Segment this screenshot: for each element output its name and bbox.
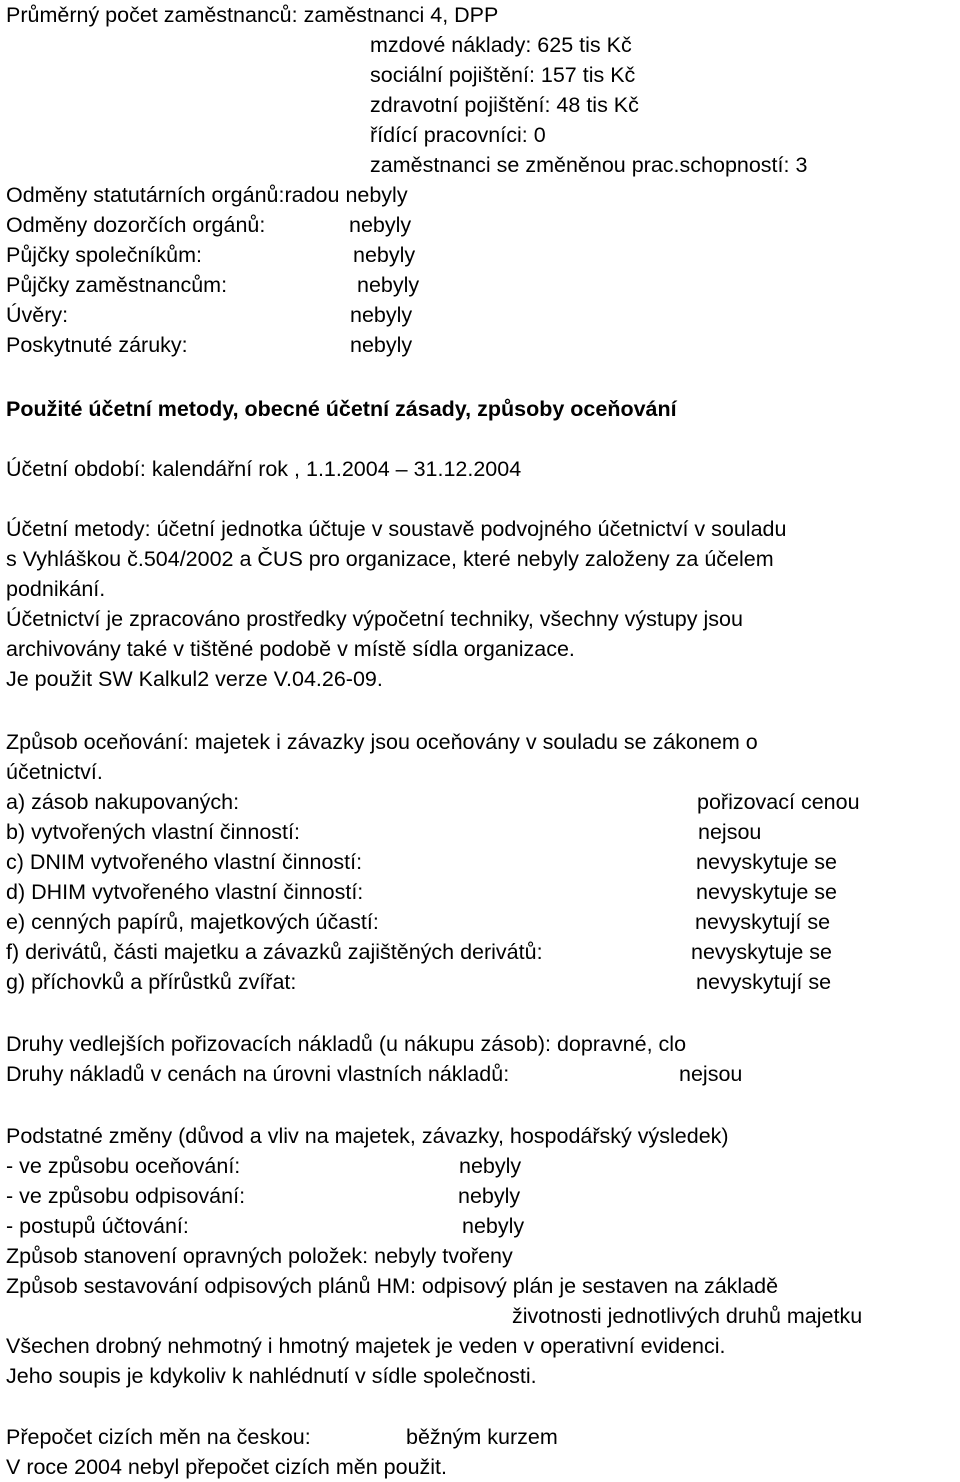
item-value: nebyly: [357, 273, 420, 297]
item-label: Odměny dozorčích orgánů:: [6, 213, 266, 237]
item-row: [6, 300, 906, 330]
section-heading: Použité účetní metody, obecné účetní zásady, způsoby oceňování: [6, 397, 677, 421]
currency-note: V roce 2004 nebyl přepočet cizích měn použit.: [6, 1455, 448, 1479]
currency-value: běžným kurzem: [406, 1425, 558, 1449]
valuation-intro: účetnictví.: [6, 760, 103, 784]
changes-label: - ve způsobu odpisování:: [6, 1184, 246, 1208]
corrections-value: nebyly tvořeny: [374, 1244, 513, 1268]
valuation-label: g) příchovků a přírůstků zvířat:: [6, 970, 297, 994]
valuation-value: nejsou: [698, 820, 762, 844]
own-costs-label: Druhy nákladů v cenách na úrovni vlastních nákladů:: [6, 1062, 510, 1086]
changes-value: nebyly: [459, 1154, 522, 1178]
valuation-label: b) vytvořených vlastní činností:: [6, 820, 300, 844]
methods-line: Účetnictví je zpracováno prostředky výpočetní techniky, všechny výstupy jsou: [6, 607, 743, 631]
item-row: [6, 180, 408, 210]
valuation-value: nevyskytuje se: [691, 940, 833, 964]
wage-costs: mzdové náklady: 625 tis Kč: [370, 33, 632, 57]
staff-label: Průměrný počet zaměstnanců:: [6, 3, 298, 27]
valuation-value: nevyskytují se: [695, 910, 831, 934]
changes-value: nebyly: [462, 1214, 525, 1238]
small-assets-line: Všechen drobný nehmotný i hmotný majetek je veden v operativní evidenci.: [6, 1334, 726, 1358]
methods-line: Je použit SW Kalkul2 verze V.04.26-09.: [6, 667, 383, 691]
staff-value: zaměstnanci 4, DPP: [303, 3, 499, 27]
own-costs-value: nejsou: [679, 1062, 743, 1086]
social-insurance: sociální pojištění: 157 tis Kč: [370, 63, 636, 87]
currency-label: Přepočet cizích měn na českou:: [6, 1425, 311, 1449]
methods-line: s Vyhláškou č.504/2002 a ČUS pro organizace, které nebyly založeny za účelem: [6, 547, 774, 571]
managers: řídící pracovníci: 0: [370, 123, 546, 147]
item-row: [6, 270, 906, 300]
accounting-period: Účetní období: kalendářní rok , 1.1.2004 – 31.12.2004: [6, 457, 522, 481]
item-value: nebyly: [350, 333, 413, 357]
valuation-value: pořizovací cenou: [697, 790, 860, 814]
corrections-line: [6, 1241, 513, 1271]
valuation-intro: Způsob oceňování: majetek i závazky jsou oceňovány v souladu se zákonem o: [6, 730, 758, 754]
item-label: Úvěry:: [6, 303, 69, 327]
secondary-costs: Druhy vedlejších pořizovacích nákladů (u nákupu zásob): dopravné, clo: [6, 1032, 687, 1056]
reduced-capacity: zaměstnanci se změněnou prac.schopností: 3: [370, 153, 808, 177]
item-label: Poskytnuté záruky:: [6, 333, 188, 357]
item-value: nebyly: [349, 213, 412, 237]
methods-line: podnikání.: [6, 577, 106, 601]
staff-line: [6, 0, 498, 30]
changes-label: - postupů účtování:: [6, 1214, 189, 1238]
depreciation-line: životnosti jednotlivých druhů majetku: [512, 1304, 863, 1328]
valuation-label: e) cenných papírů, majetkových účastí:: [6, 910, 379, 934]
valuation-value: nevyskytuje se: [696, 850, 838, 874]
item-label: Půjčky zaměstnancům:: [6, 273, 228, 297]
item-value: nebyly: [353, 243, 416, 267]
changes-title: Podstatné změny (důvod a vliv na majetek, závazky, hospodářský výsledek): [6, 1124, 729, 1148]
changes-label: - ve způsobu oceňování:: [6, 1154, 241, 1178]
item-row: [6, 210, 906, 240]
health-insurance: zdravotní pojištění: 48 tis Kč: [370, 93, 639, 117]
methods-line: archivovány také v tištěné podobě v místě sídla organizace.: [6, 637, 575, 661]
valuation-label: a) zásob nakupovaných:: [6, 790, 240, 814]
valuation-label: d) DHIM vytvořeného vlastní činností:: [6, 880, 364, 904]
valuation-label: f) derivátů, části majetku a závazků zajištěných derivátů:: [6, 940, 543, 964]
valuation-value: nevyskytují se: [696, 970, 832, 994]
valuation-label: c) DNIM vytvořeného vlastní činností:: [6, 850, 363, 874]
item-label: Půjčky společníkům:: [6, 243, 202, 267]
item-value: nebyly: [350, 303, 413, 327]
corrections-label: Způsob stanovení opravných položek:: [6, 1244, 369, 1268]
changes-value: nebyly: [458, 1184, 521, 1208]
item-label: Odměny statutárních orgánů:radou: [6, 183, 340, 207]
item-row: [6, 330, 906, 360]
methods-line: Účetní metody: účetní jednotka účtuje v soustavě podvojného účetnictví v souladu: [6, 517, 787, 541]
item-value: nebyly: [345, 183, 408, 207]
depreciation-line: Způsob sestavování odpisových plánů HM: odpisový plán je sestaven na základě: [6, 1274, 779, 1298]
item-row: [6, 240, 906, 270]
small-assets-line: Jeho soupis je kdykoliv k nahlédnutí v sídle společnosti.: [6, 1364, 537, 1388]
valuation-value: nevyskytuje se: [696, 880, 838, 904]
